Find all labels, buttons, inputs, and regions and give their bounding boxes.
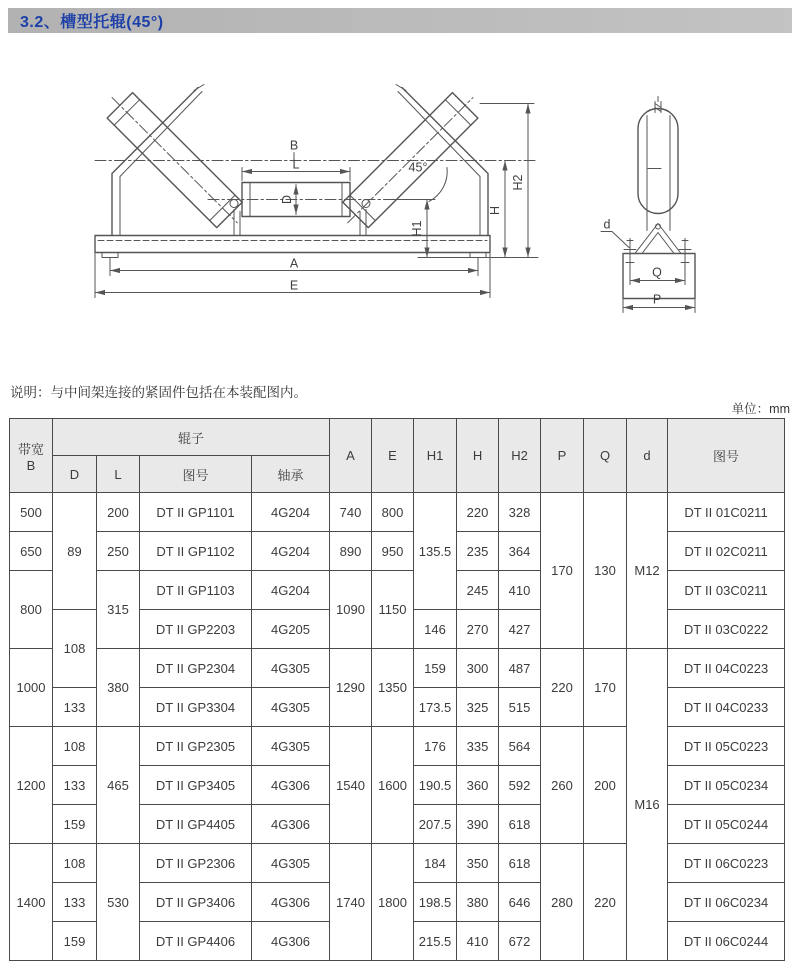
table-cell: 325: [457, 688, 499, 727]
table-row: [10, 532, 785, 571]
table-cell: 89: [53, 493, 97, 610]
table-cell: 235: [457, 532, 499, 571]
table-row: [10, 844, 785, 883]
table-cell: 130: [584, 493, 627, 649]
table-cell: 198.5: [414, 883, 457, 922]
table-cell: 800: [10, 571, 53, 649]
table-cell: 515: [499, 688, 541, 727]
table-cell: 335: [457, 727, 499, 766]
table-cell: 364: [499, 532, 541, 571]
col-header-a: A: [330, 419, 372, 493]
table-cell: 350: [457, 844, 499, 883]
spec-table: [9, 418, 785, 961]
table-cell: M12: [627, 493, 668, 649]
table-cell: DT II 02C0211: [668, 532, 785, 571]
table-cell: 4G305: [252, 727, 330, 766]
table-cell: 200: [584, 727, 627, 844]
table-cell: 1400: [10, 844, 53, 961]
table-cell: DT II 05C0234: [668, 766, 785, 805]
table-cell: 592: [499, 766, 541, 805]
table-cell: 159: [53, 922, 97, 961]
table-cell: 1800: [372, 844, 414, 961]
table-cell: 4G204: [252, 532, 330, 571]
table-cell: DT II 04C0233: [668, 688, 785, 727]
dim-label-l: L: [292, 157, 300, 172]
table-cell: DT II GP2203: [140, 610, 252, 649]
table-cell: DT II GP1101: [140, 493, 252, 532]
table-cell: 1740: [330, 844, 372, 961]
table-cell: 890: [330, 532, 372, 571]
col-header-drawing-no: 图号: [668, 419, 785, 493]
table-cell: DT II 03C0211: [668, 571, 785, 610]
table-cell: 646: [499, 883, 541, 922]
dim-label-b: B: [289, 138, 299, 153]
table-cell: 260: [541, 727, 584, 844]
table-cell: DT II GP3406: [140, 883, 252, 922]
col-header-roller-drawing-no: 图号: [140, 456, 252, 493]
col-header-q: Q: [584, 419, 627, 493]
table-cell: DT II 05C0244: [668, 805, 785, 844]
table-cell: DT II GP2305: [140, 727, 252, 766]
table-row: [10, 649, 785, 688]
table-cell: 618: [499, 844, 541, 883]
table-cell: 159: [53, 805, 97, 844]
col-header-d: d: [627, 419, 668, 493]
table-cell: 360: [457, 766, 499, 805]
table-cell: 4G305: [252, 688, 330, 727]
col-header-h: H: [457, 419, 499, 493]
dim-label-angle: 45°: [408, 160, 428, 175]
col-header-roller-bearing: 轴承: [252, 456, 330, 493]
table-cell: 650: [10, 532, 53, 571]
table-cell: 1290: [330, 649, 372, 727]
table-cell: DT II GP3405: [140, 766, 252, 805]
table-cell: 390: [457, 805, 499, 844]
table-cell: DT II 06C0223: [668, 844, 785, 883]
table-cell: 487: [499, 649, 541, 688]
table-cell: 618: [499, 805, 541, 844]
table-cell: 159: [414, 649, 457, 688]
dim-label-h2: H2: [511, 174, 525, 191]
dim-label-h1: H1: [410, 220, 424, 237]
table-cell: 380: [457, 883, 499, 922]
table-row: [10, 493, 785, 532]
spec-table-head: [10, 419, 785, 493]
table-cell: 800: [372, 493, 414, 532]
dim-label-p: P: [652, 292, 662, 307]
table-cell: 133: [53, 883, 97, 922]
dim-label-d-bolt: d: [603, 217, 611, 232]
table-cell: 4G204: [252, 493, 330, 532]
table-cell: 530: [97, 844, 140, 961]
table-cell: 4G204: [252, 571, 330, 610]
table-cell: 245: [457, 571, 499, 610]
table-cell: 207.5: [414, 805, 457, 844]
table-cell: 465: [97, 727, 140, 844]
table-cell: 170: [541, 493, 584, 649]
table-cell: 4G306: [252, 805, 330, 844]
table-cell: 184: [414, 844, 457, 883]
table-cell: 220: [541, 649, 584, 727]
table-cell: 1540: [330, 727, 372, 844]
table-cell: 215.5: [414, 922, 457, 961]
table-cell: 133: [53, 688, 97, 727]
table-cell: DT II 01C0211: [668, 493, 785, 532]
table-cell: 4G305: [252, 649, 330, 688]
table-cell: 328: [499, 493, 541, 532]
table-cell: 173.5: [414, 688, 457, 727]
table-cell: 170: [584, 649, 627, 727]
table-cell: 950: [372, 532, 414, 571]
col-header-h1: H1: [414, 419, 457, 493]
dim-label-d-roller: D: [280, 194, 294, 205]
table-cell: DT II 04C0223: [668, 649, 785, 688]
table-cell: 1090: [330, 571, 372, 649]
col-header-p: P: [541, 419, 584, 493]
note-text: 说明：与中间架连接的紧固件包括在本装配图内。: [10, 385, 307, 400]
table-cell: 133: [53, 766, 97, 805]
table-cell: DT II 06C0234: [668, 883, 785, 922]
table-cell: 108: [53, 844, 97, 883]
col-header-bandwidth-line2: B: [26, 457, 36, 473]
table-cell: 1150: [372, 571, 414, 649]
dim-label-q: Q: [652, 265, 662, 280]
spec-table-body: [10, 493, 785, 961]
page-title: 3.2、槽型托辊(45°): [20, 14, 164, 31]
col-header-roller-l: L: [97, 456, 140, 493]
table-cell: 220: [457, 493, 499, 532]
col-header-roller-d: D: [53, 456, 97, 493]
table-cell: 220: [584, 844, 627, 961]
table-cell: 135.5: [414, 493, 457, 610]
table-cell: 190.5: [414, 766, 457, 805]
dim-label-a: A: [289, 256, 299, 271]
table-cell: DT II 03C0222: [668, 610, 785, 649]
table-cell: DT II 05C0223: [668, 727, 785, 766]
table-cell: 108: [53, 727, 97, 766]
table-cell: DT II GP3304: [140, 688, 252, 727]
table-cell: 1350: [372, 649, 414, 727]
table-cell: 146: [414, 610, 457, 649]
table-cell: 315: [97, 571, 140, 649]
table-row: [10, 571, 785, 610]
table-cell: DT II 06C0244: [668, 922, 785, 961]
table-row: [10, 727, 785, 766]
table-cell: DT II GP4405: [140, 805, 252, 844]
table-cell: 1600: [372, 727, 414, 844]
table-cell: 672: [499, 922, 541, 961]
table-cell: 1000: [10, 649, 53, 727]
table-cell: 740: [330, 493, 372, 532]
table-cell: 250: [97, 532, 140, 571]
table-cell: M16: [627, 649, 668, 961]
table-cell: 380: [97, 649, 140, 727]
col-header-e: E: [372, 419, 414, 493]
table-cell: 1200: [10, 727, 53, 844]
table-cell: 300: [457, 649, 499, 688]
table-cell: 410: [499, 571, 541, 610]
table-cell: 176: [414, 727, 457, 766]
table-cell: 500: [10, 493, 53, 532]
table-cell: 410: [457, 922, 499, 961]
col-header-bandwidth-line1: 带宽: [17, 441, 44, 457]
units-text: 单位：mm: [731, 402, 790, 416]
col-header-bandwidth: [10, 419, 53, 493]
side-view-drawing: [595, 68, 790, 323]
table-cell: 270: [457, 610, 499, 649]
section-title-bar: [8, 8, 792, 33]
table-cell: 427: [499, 610, 541, 649]
dim-label-h: H: [488, 205, 502, 216]
col-header-roller-group: 辊子: [53, 419, 330, 456]
table-cell: 280: [541, 844, 584, 961]
table-cell: DT II GP2306: [140, 844, 252, 883]
table-cell: DT II GP4406: [140, 922, 252, 961]
table-cell: 4G306: [252, 883, 330, 922]
table-cell: 200: [97, 493, 140, 532]
table-cell: 108: [53, 610, 97, 688]
table-cell: 564: [499, 727, 541, 766]
col-header-h2: H2: [499, 419, 541, 493]
front-view-drawing: [50, 68, 610, 323]
dim-label-e: E: [289, 278, 299, 293]
table-cell: DT II GP1103: [140, 571, 252, 610]
table-cell: DT II GP2304: [140, 649, 252, 688]
table-cell: 4G306: [252, 922, 330, 961]
table-cell: 4G306: [252, 766, 330, 805]
table-cell: 4G305: [252, 844, 330, 883]
table-cell: DT II GP1102: [140, 532, 252, 571]
table-cell: 4G205: [252, 610, 330, 649]
